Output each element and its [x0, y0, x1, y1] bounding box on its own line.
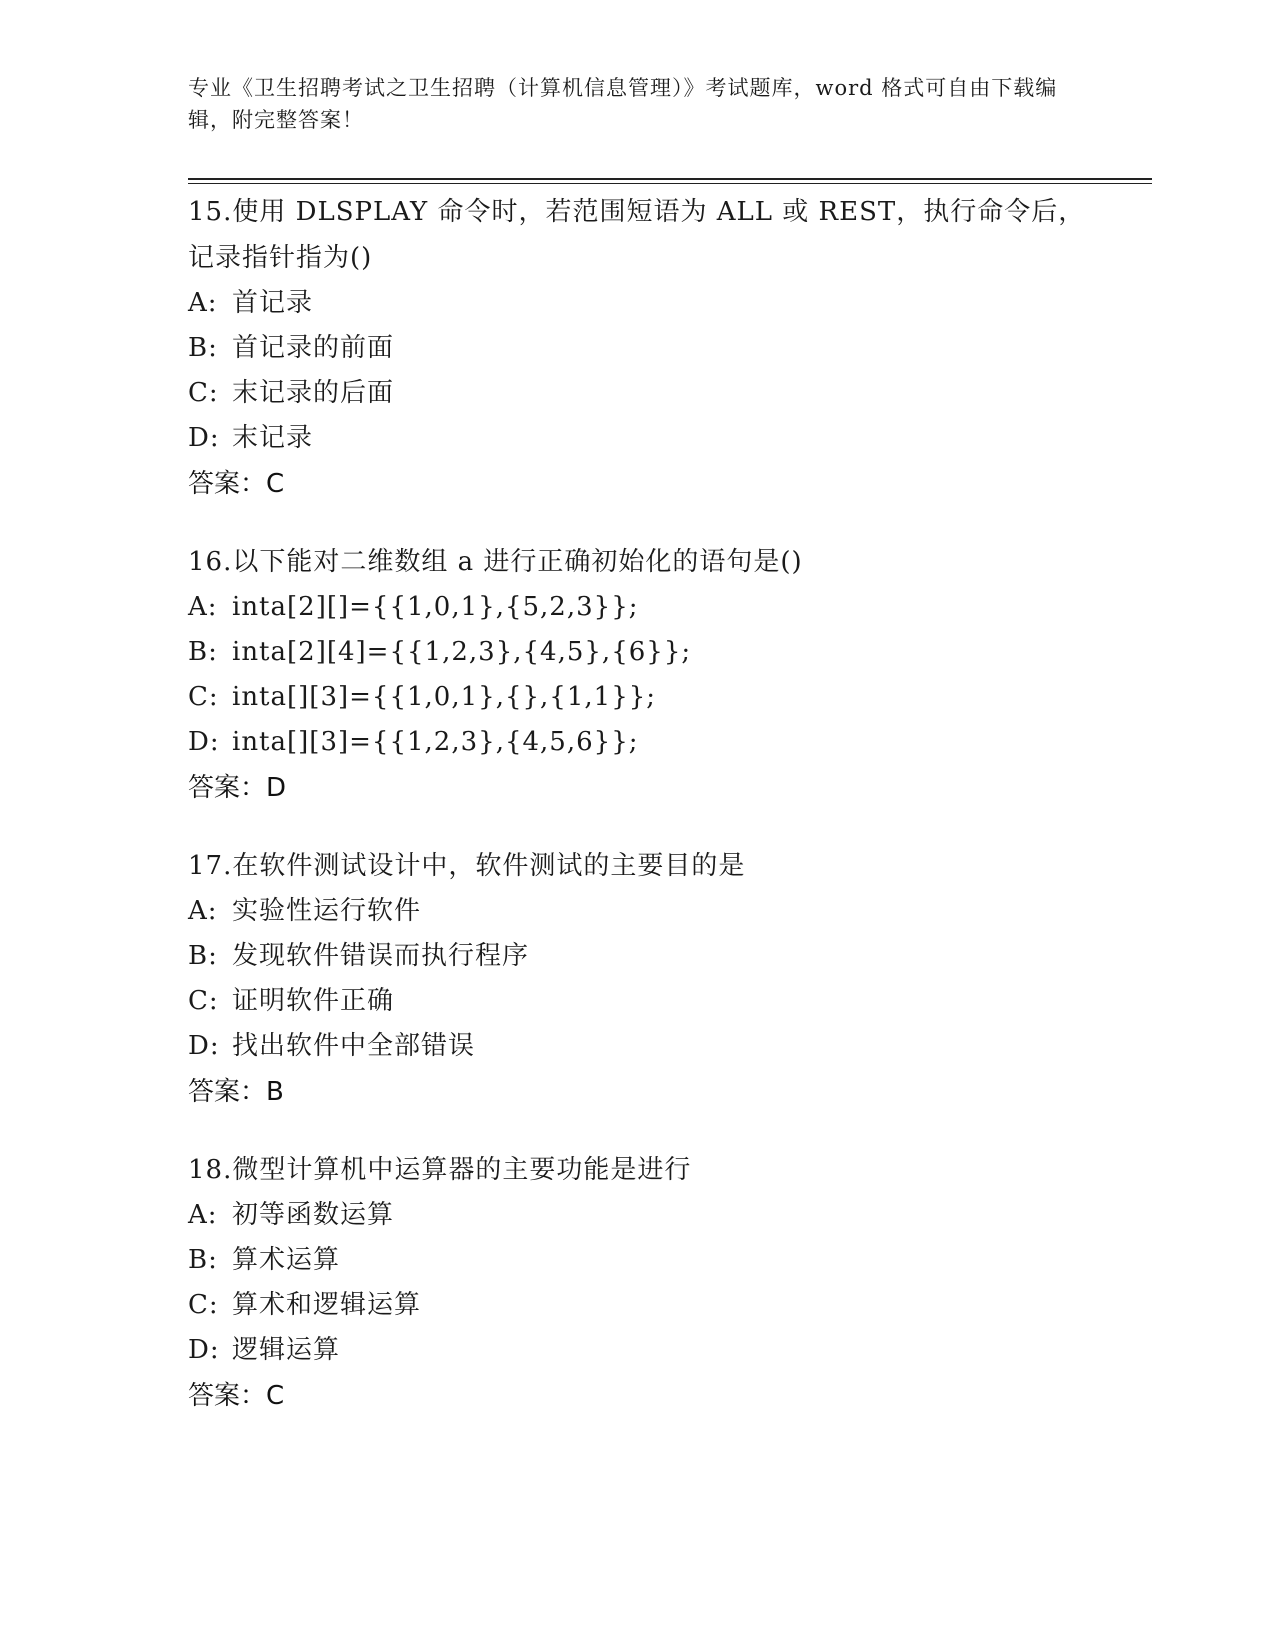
option-key: A:: [188, 288, 218, 318]
option-a: [188, 281, 1088, 326]
header-divider-thin: [188, 183, 1152, 184]
option-key: D:: [188, 727, 220, 757]
option-c: [188, 371, 1088, 416]
option-key: B:: [188, 637, 218, 667]
header-divider-thick: [188, 178, 1152, 180]
option-a: [188, 585, 1088, 630]
option-key: B:: [188, 941, 218, 971]
option-b: [188, 934, 1088, 979]
option-key: D:: [188, 423, 220, 453]
option-text: 发现软件错误而执行程序: [232, 941, 530, 971]
document-header: 专业《卫生招聘考试之卫生招聘（计算机信息管理）》考试题库，word 格式可自由下载编辑，附完整答案！: [188, 76, 1058, 132]
option-text: 末记录: [232, 423, 314, 453]
option-key: C:: [188, 682, 219, 712]
option-c: [188, 979, 1088, 1024]
option-text: inta[2][]={{1,0,1},{5,2,3}};: [232, 592, 639, 622]
question-18: [188, 1147, 1088, 1419]
option-b: [188, 1238, 1088, 1283]
option-key: C:: [188, 986, 219, 1016]
option-text: inta[][3]={{1,2,3},{4,5,6}};: [232, 727, 639, 757]
question-17: [188, 843, 1088, 1115]
option-c: [188, 1283, 1088, 1328]
option-text: 初等函数运算: [232, 1200, 395, 1230]
option-text: 算术和逻辑运算: [232, 1290, 422, 1320]
option-text: 算术运算: [232, 1245, 341, 1275]
option-d: [188, 1328, 1088, 1373]
option-text: 证明软件正确: [232, 986, 395, 1016]
option-key: A:: [188, 1200, 218, 1230]
option-text: 找出软件中全部错误: [232, 1031, 476, 1061]
question-stem: 16.以下能对二维数组 a 进行正确初始化的语句是(): [188, 547, 803, 577]
option-key: D:: [188, 1031, 220, 1061]
option-key: B:: [188, 1245, 218, 1275]
option-d: [188, 416, 1088, 461]
question-15: [188, 189, 1088, 507]
question-16: [188, 539, 1088, 811]
option-b: [188, 630, 1088, 675]
option-key: B:: [188, 333, 218, 363]
answer-line: 答案：C: [188, 1381, 285, 1411]
option-text: 实验性运行软件: [232, 896, 422, 926]
option-text: 末记录的后面: [232, 378, 395, 408]
option-key: A:: [188, 592, 218, 622]
option-c: [188, 675, 1088, 720]
answer-line: 答案：B: [188, 1077, 284, 1107]
option-b: [188, 326, 1088, 371]
option-key: C:: [188, 1290, 219, 1320]
option-text: 逻辑运算: [232, 1335, 341, 1365]
option-text: inta[][3]={{1,0,1},{},{1,1}};: [232, 682, 657, 712]
question-list: [188, 189, 1088, 1451]
option-d: [188, 720, 1088, 765]
answer-line: 答案：C: [188, 469, 285, 499]
answer-line: 答案：D: [188, 773, 287, 803]
option-a: [188, 1193, 1088, 1238]
question-stem: 18.微型计算机中运算器的主要功能是进行: [188, 1155, 692, 1185]
question-stem: 15.使用 DLSPLAY 命令时，若范围短语为 ALL 或 REST，执行命令后，记录指针指为(): [188, 197, 1086, 273]
option-text: inta[2][4]={{1,2,3},{4,5},{6}};: [232, 637, 692, 667]
option-text: 首记录的前面: [232, 333, 395, 363]
option-key: C:: [188, 378, 219, 408]
option-key: D:: [188, 1335, 220, 1365]
option-text: 首记录: [232, 288, 314, 318]
question-stem: 17.在软件测试设计中，软件测试的主要目的是: [188, 851, 746, 881]
option-d: [188, 1024, 1088, 1069]
option-a: [188, 889, 1088, 934]
option-key: A:: [188, 896, 218, 926]
